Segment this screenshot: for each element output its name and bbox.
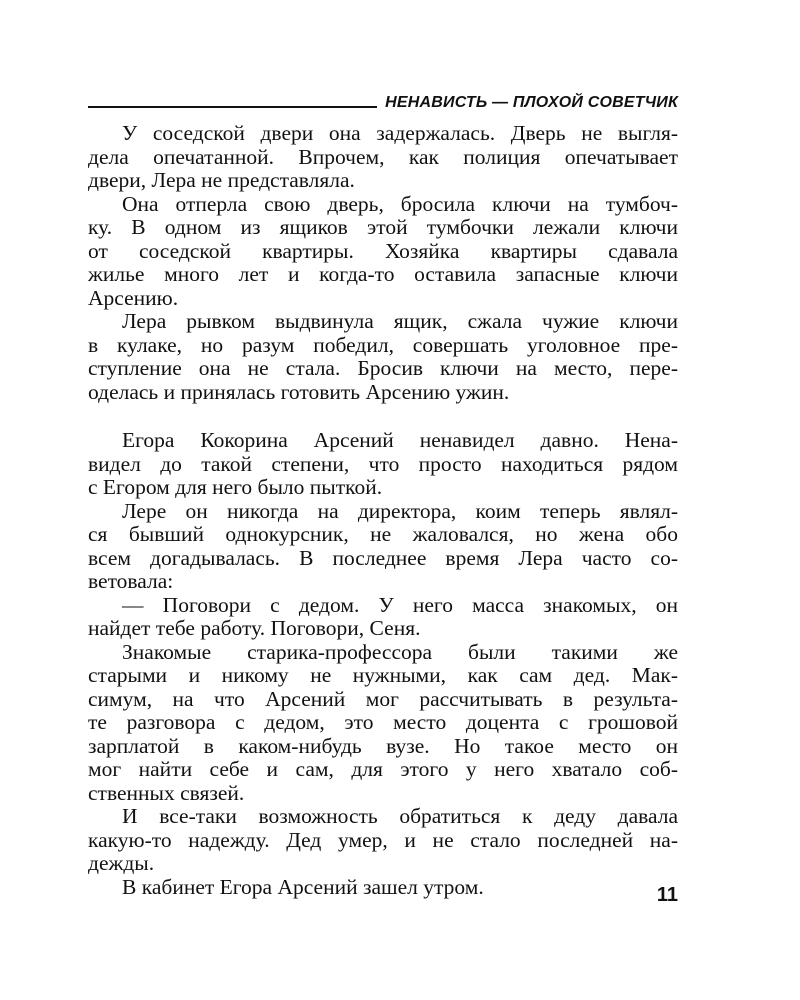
chapter-title: НЕНАВИСТЬ — ПЛОХОЙ СОВЕТЧИК [385, 94, 678, 111]
text-line: И все-таки возможность обратиться к деду давала [122, 805, 678, 828]
text-line: мог найти себе и сам, для этого у него хватало соб- [88, 758, 678, 781]
text-line: В кабинет Егора Арсений зашел утром. [122, 875, 484, 899]
text-line: симум, на что Арсений мог рассчитывать в результа- [88, 687, 678, 711]
running-header [88, 90, 678, 112]
text-line: Знакомые старика-профессора были такими же [122, 640, 678, 664]
text-line: ственных связей. [88, 781, 245, 805]
text-line: от соседской квартиры. Хозяйка квартиры сдавала [88, 239, 678, 263]
text-line: двери, Лера не представляла. [88, 169, 355, 192]
page-number: 11 [656, 884, 678, 906]
text-line: Лере он никогда на директора, коим теперь являл- [122, 499, 678, 523]
text-line: найдет тебе работу. Поговори, Сеня. [88, 617, 421, 640]
text-line: какую-то надежду. Дед умер, и не стало последней на- [88, 828, 678, 852]
text-line: ступление она не стала. Бросив ключи на место, пере- [88, 357, 678, 380]
text-line: ся бывший однокурсник, не жаловался, но жена обо [88, 523, 678, 546]
section-break [88, 404, 678, 429]
text-line: — Поговори с дедом. У него масса знакомых, он [122, 593, 678, 617]
text-line: ветовала: [88, 570, 174, 593]
text-line: видел до такой степени, что просто находиться рядом [88, 452, 678, 476]
text-line: Арсению. [88, 286, 179, 310]
text-line: Она отперла свою дверь, бросила ключи на тумбоч- [122, 192, 678, 216]
text-line: зарплатой в каком-нибудь вузе. Но такое место он [88, 734, 678, 758]
text-line: дежды. [88, 852, 155, 875]
text-line: всем догадывалась. В последнее время Лера часто со- [88, 546, 678, 570]
text-line: дела опечатанной. Впрочем, как полиция опечатывает [88, 145, 678, 169]
header-rule [88, 106, 377, 108]
text-line: с Егором для него было пыткой. [88, 476, 383, 499]
text-line: Лера рывком выдвинула ящик, сжала чужие ключи [122, 310, 678, 333]
text-line: Егора Кокорина Арсений ненавидел давно. Нена- [122, 429, 678, 452]
text-line: те разговора с дедом, это место доцента с грошовой [88, 711, 678, 734]
text-line: в кулаке, но разум победил, совершать уголовное пре- [88, 333, 678, 357]
text-line: старыми и никому не нужными, как сам дед. Мак- [88, 664, 678, 687]
text-line: оделась и принялась готовить Арсению ужин. [88, 380, 510, 404]
text-line: У соседской двери она задержалась. Дверь не выгля- [122, 122, 678, 145]
text-line: ку. В одном из ящиков этой тумбочки лежали ключи [88, 216, 678, 239]
body-text [88, 122, 678, 899]
text-line: жилье много лет и когда-то оставила запасные ключи [88, 263, 678, 286]
